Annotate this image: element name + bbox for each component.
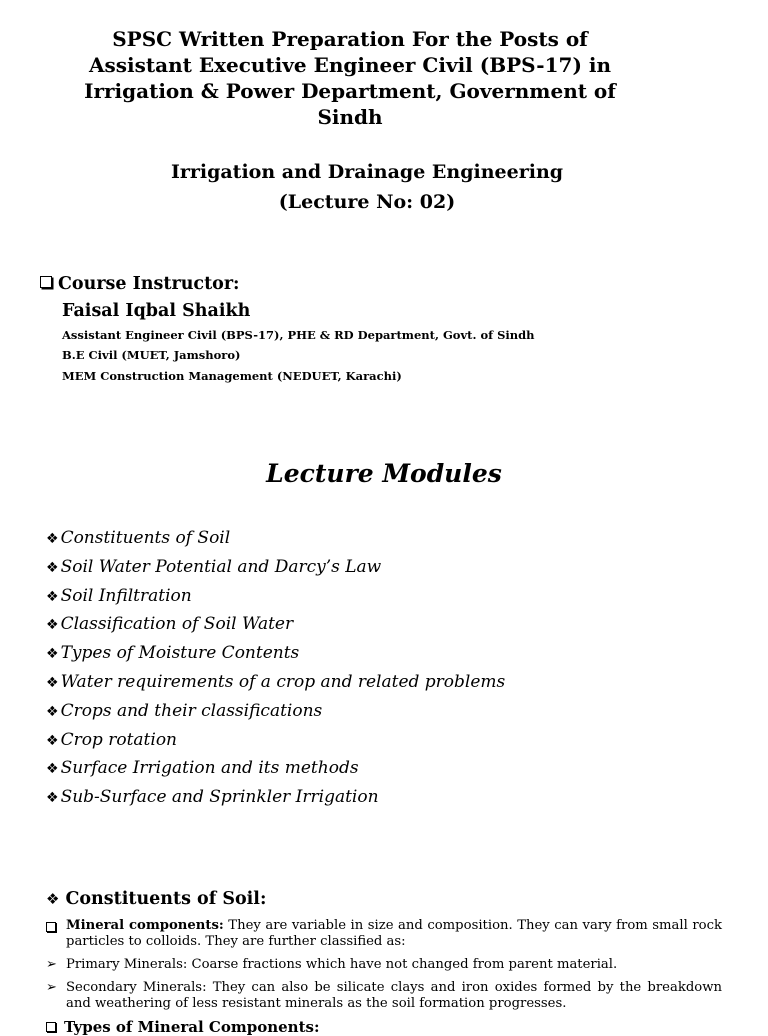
title-line-3: Irrigation & Power Department, Government of bbox=[84, 79, 616, 103]
diamond-bullet-icon: ❖ bbox=[46, 890, 60, 908]
diamond-bullet-icon: ❖ bbox=[46, 732, 59, 749]
list-item: ❖ Constituents of Soil bbox=[46, 528, 231, 548]
credential-line-3: MEM Construction Management (NEDUET, Karachi) bbox=[62, 369, 402, 383]
checkbox-bullet-icon bbox=[40, 276, 52, 288]
secondary-minerals-text: Secondary Minerals: They can also be silicate clays and iron oxides formed by the breakdown and weathering of less resistant minerals as the soil formation progresses. bbox=[66, 980, 722, 1011]
list-item: ❖ Soil Infiltration bbox=[46, 585, 192, 606]
diamond-bullet-icon: ❖ bbox=[46, 790, 59, 807]
instructor-heading-text: Course Instructor: bbox=[58, 274, 240, 294]
diamond-bullet-icon: ❖ bbox=[46, 559, 59, 576]
mineral-label: Mineral components: bbox=[66, 918, 224, 933]
list-item: ❖ Types of Moisture Contents bbox=[46, 643, 300, 664]
mineral-components-paragraph bbox=[46, 918, 722, 949]
diamond-bullet-icon: ❖ bbox=[46, 617, 59, 634]
list-item: ❖ Classification of Soil Water bbox=[46, 614, 294, 635]
list-item: ❖ Sub-Surface and Sprinkler Irrigation bbox=[46, 787, 379, 808]
instructor-heading bbox=[40, 272, 240, 296]
credential-line-1: Assistant Engineer Civil (BPS-17), PHE & RD Department, Govt. of Sindh bbox=[62, 328, 535, 342]
title-line-2: Assistant Executive Engineer Civil (BPS-17) in bbox=[88, 53, 612, 77]
primary-minerals-paragraph bbox=[46, 957, 722, 973]
modules-list bbox=[46, 524, 505, 812]
list-item: ❖ Water requirements of a crop and related problems bbox=[46, 671, 506, 692]
credential-line-2: B.E Civil (MUET, Jamshoro) bbox=[62, 348, 241, 362]
mineral-text: They are variable in size and composition. They can vary from small rock particles to colloids. They are further classified as: bbox=[66, 918, 722, 949]
subject-title: Irrigation and Drainage Engineering bbox=[170, 161, 564, 183]
document-title bbox=[60, 26, 640, 130]
checkbox-bullet-icon bbox=[46, 922, 56, 932]
lecture-number: (Lecture No: 02) bbox=[278, 191, 456, 213]
diamond-bullet-icon: ❖ bbox=[46, 588, 59, 605]
diamond-bullet-icon: ❖ bbox=[46, 703, 59, 720]
diamond-bullet-icon: ❖ bbox=[46, 646, 59, 663]
arrow-bullet-icon: ➢ bbox=[46, 957, 57, 972]
title-line-1: SPSC Written Preparation For the Posts of bbox=[112, 27, 588, 51]
instructor-name: Faisal Iqbal Shaikh bbox=[62, 301, 251, 321]
mineral-types-heading: Types of Mineral Components: bbox=[46, 1018, 319, 1036]
arrow-bullet-icon: ➢ bbox=[46, 980, 57, 995]
title-line-4: Sindh bbox=[317, 105, 383, 129]
list-item: ❖ Crops and their classifications bbox=[46, 700, 323, 721]
section-heading bbox=[46, 886, 266, 912]
subject-block bbox=[84, 157, 650, 217]
diamond-bullet-icon: ❖ bbox=[46, 531, 59, 547]
diamond-bullet-icon: ❖ bbox=[46, 761, 59, 778]
list-item: ❖ Surface Irrigation and its methods bbox=[46, 758, 359, 779]
primary-minerals-text: Primary Minerals: Coarse fractions which have not changed from parent material. bbox=[66, 957, 618, 972]
modules-title: Lecture Modules bbox=[266, 459, 502, 488]
list-item: ❖ Soil Water Potential and Darcy’s Law bbox=[46, 556, 382, 577]
diamond-bullet-icon: ❖ bbox=[46, 674, 59, 691]
section-heading-text: Constituents of Soil: bbox=[65, 889, 267, 909]
list-item: ❖ Crop rotation bbox=[46, 729, 177, 750]
secondary-minerals-paragraph bbox=[46, 980, 722, 1011]
